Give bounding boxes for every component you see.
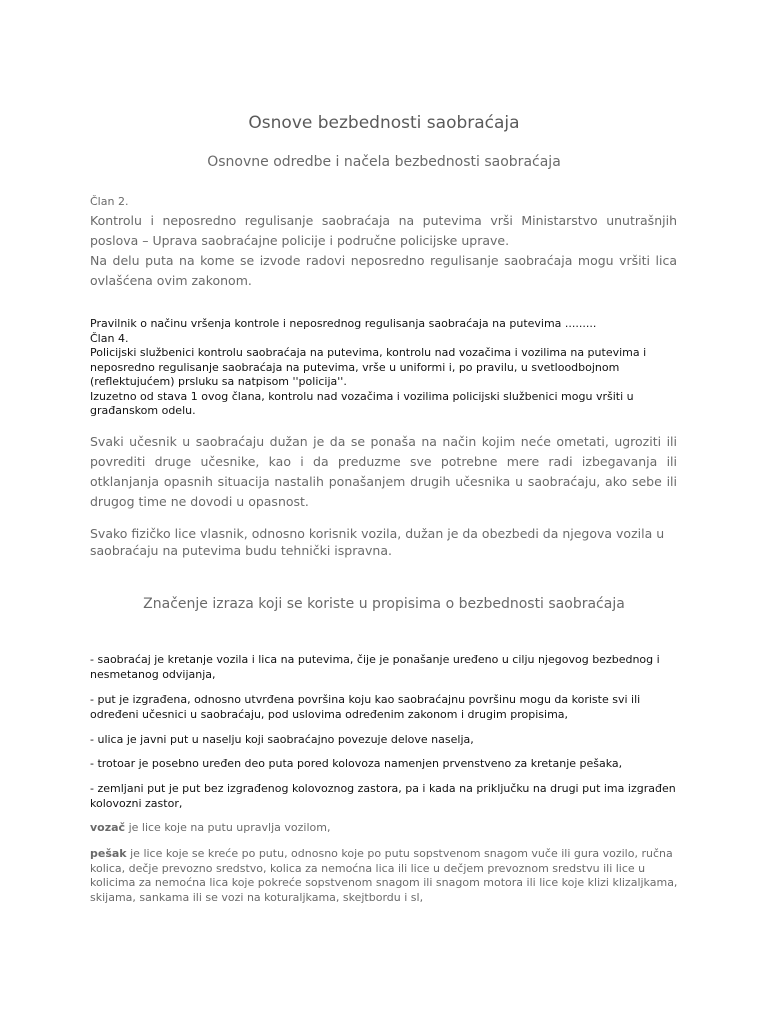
definition-saobracaj: - saobraćaj je kretanje vozila i lica na putevima, čije je ponašanje uređeno u cilju njegovog bezbednog i nesmetanog odvijanja, bbox=[90, 653, 660, 681]
article-4-paragraph-1: Policijski službenici kontrolu saobraćaja na putevima, kontrolu nad vozačima i vozilima na putevima i neposredno regulisanje saobraćaja na putevima, vrše u uniformi i, po pravilu, u svetloodbojnom (reflektujućem) prsluku sa natpisom ''policija''. bbox=[90, 346, 647, 388]
pravilnik-title: Pravilnik o načinu vršenja kontrole i neposrednog regulisanja saobraćaja na putevima ......... bbox=[90, 317, 597, 330]
article-2-text bbox=[90, 211, 677, 291]
article-2-paragraph-1: Kontrolu i neposredno regulisanje saobraćaja na putevima vrši Ministarstvo unutrašnjih poslova – Uprava saobraćajne policije i područne policijske uprave. bbox=[90, 213, 677, 248]
definition-ulica: - ulica je javni put u naselju koji saobraćajno povezuje delove naselja, bbox=[90, 733, 474, 746]
article-2-paragraph-2: Na delu puta na kome se izvode radovi neposredno regulisanje saobraćaja mogu vršiti lica ovlašćena ovim zakonom. bbox=[90, 253, 677, 288]
term-vozac: vozač bbox=[90, 821, 126, 834]
definition-put: - put je izgrađena, odnosno utvrđena površina koju kao saobraćajnu površinu mogu da koriste svi ili određeni učesnici u saobraćaju, pod uslovima određenim zakonom i drugim propisima, bbox=[90, 693, 641, 721]
participant-duty-paragraph: Svaki učesnik u saobraćaju dužan je da se ponaša na način kojim neće ometati, ugroziti ili povrediti druge učesnike, kao i da preduzme sve potrebne mere radi izbegavanja ili otklanjanja opasnih situacija nastalih ponašanjem drugih učesnika u saobraćaju, ako sebe ili drugog time ne dovodi u opasnost. bbox=[90, 434, 677, 509]
article-4-label: Član 4. bbox=[90, 331, 129, 345]
definition-vozac-text: je lice koje na putu upravlja vozilom, bbox=[125, 821, 331, 834]
definition-pesak bbox=[90, 847, 690, 905]
definition-zemljani-put: - zemljani put je put bez izgrađenog kolovoznog zastora, pa i kada na priključku na drugi put ima izgrađen kolovozni zastor, bbox=[90, 782, 676, 810]
document-subtitle: Osnovne odredbe i načela bezbednosti saobraćaja bbox=[207, 154, 561, 170]
term-pesak: pešak bbox=[90, 847, 127, 860]
definition-pesak-text: je lice koje se kreće po putu, odnosno koje po putu sopstvenom snagom vuče ili gura vozilo, ručna kolica, dečje prevozno sredstvo, kolica za nemoćna lica ili lice u dečjem prevoznom sredstvu ili lice u kolicima za nemoćna lica koje pokreće sopstvenom snagom ili snagom motora ili lice koje klizi klizaljkama, skijama, sankama ili se vozi na koturaljkama, skejtbordu i sl, bbox=[90, 847, 678, 904]
vehicle-owner-paragraph: Svako fizičko lice vlasnik, odnosno korisnik vozila, dužan je da obezbedi da njegova vozila u saobraćaju na putevima budu tehnički ispravna. bbox=[90, 526, 665, 558]
article-4-paragraph-2: Izuzetno od stava 1 ovog člana, kontrolu nad vozačima i vozilima policijski službenici mogu vršiti u građanskom odelu. bbox=[90, 389, 634, 417]
article-2-label: Član 2. bbox=[90, 195, 129, 208]
definition-trotoar: - trotoar je posebno uređen deo puta pored kolovoza namenjen prvenstveno za kretanje pešaka, bbox=[90, 757, 623, 770]
definition-vozac bbox=[90, 821, 690, 836]
pravilnik-section bbox=[90, 317, 677, 419]
document-title: Osnove bezbednosti saobraćaja bbox=[248, 113, 520, 133]
terms-heading: Značenje izraza koji se koriste u propisima o bezbednosti saobraćaja bbox=[143, 596, 625, 612]
